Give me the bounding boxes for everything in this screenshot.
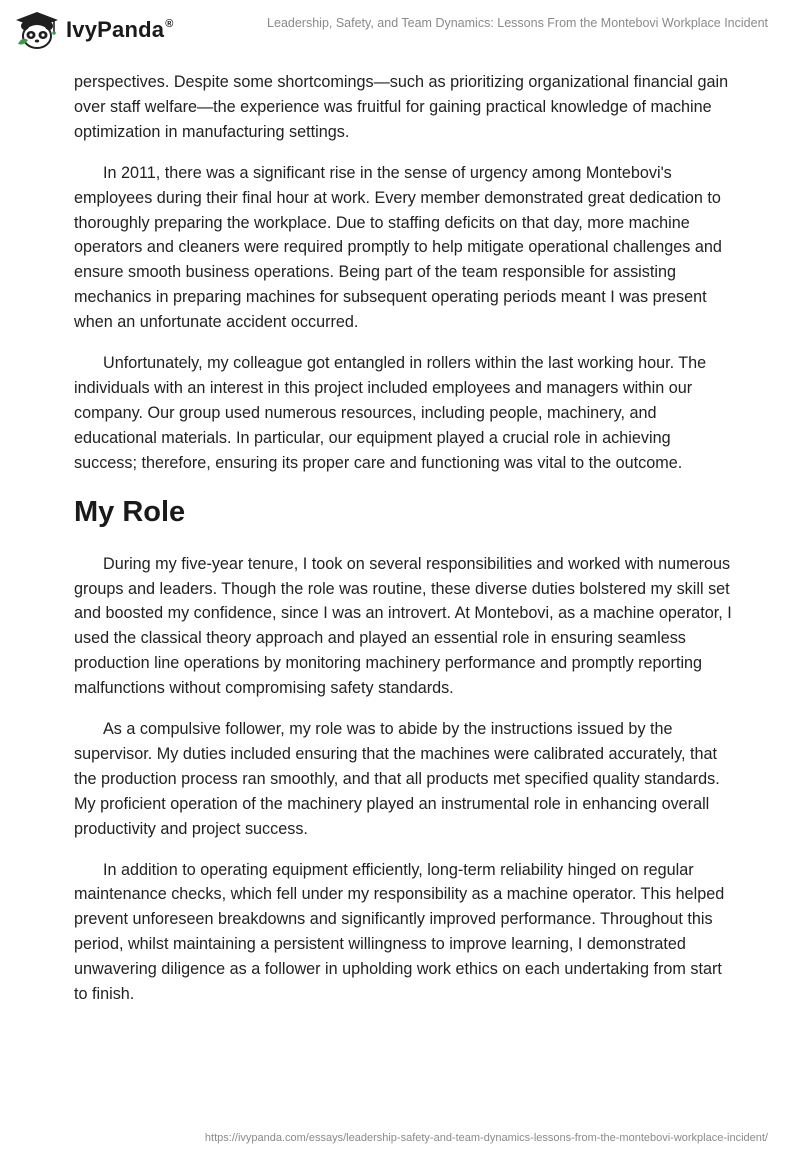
- paragraph-tenure: During my five-year tenure, I took on several responsibilities and worked with numerous groups and leaders. Though the role was routine, these diverse duties bolstered my skill set and boosted my confidence, since I was an introvert. At Montebovi, as a machine operator, I used the classical theory approach and played an essential role in ensuring seamless production line operations by monitoring machinery performance and promptly reporting malfunctions without compromising safety standards.: [74, 554, 732, 698]
- paragraph-accident: Unfortunately, my colleague got entangled in rollers within the last working hour. The individuals with an interest in this project included employees and managers within our company. Our group used numerous resources, including people, machinery, and educational materials. In particular, our equipment played a crucial role in achieving success; therefore, ensuring its proper care and functioning was vital to the outcome.: [74, 354, 707, 472]
- paragraph-follower: As a compulsive follower, my role was to abide by the instructions issued by the supervisor. My duties included ensuring that the machines were calibrated accurately, that the production process ran smoothly, and that all products met specified quality standards. My proficient operation of the machinery played an instrumental role in enhancing overall productivity and project success.: [74, 720, 720, 838]
- paragraph-maintenance: In addition to operating equipment efficiently, long-term reliability hinged on regular maintenance checks, which fell under my responsibility as a machine operator. This helped prevent unforeseen breakdowns and significantly improved performance. Throughout this period, whilst maintaining a persistent willingness to improve learning, I demonstrated unwavering diligence as a follower in upholding work ethics on each undertaking from start to finish.: [74, 860, 725, 1004]
- page-header: [0, 0, 800, 60]
- document-title: Leadership, Safety, and Team Dynamics: Lessons From the Montebovi Workplace Incident: [267, 16, 768, 30]
- paragraph-continued: perspectives. Despite some shortcomings—such as prioritizing organizational financial gain over staff welfare—the experience was fruitful for gaining practical knowledge of machine optimization in manufacturing settings.: [74, 73, 729, 141]
- brand-name: IvyPanda®: [66, 17, 174, 42]
- source-url[interactable]: https://ivypanda.com/essays/leadership-safety-and-team-dynamics-lessons-from-the-montebovi-workplace-incident/: [204, 1132, 768, 1144]
- panda-graduate-icon: [14, 10, 60, 50]
- essay-body: [74, 70, 734, 1023]
- section-heading-my-role: My Role: [74, 495, 186, 528]
- paragraph-urgency: In 2011, there was a significant rise in the sense of urgency among Montebovi's employees during their final hour at work. Every member demonstrated great dedication to thoroughly preparing the workplace. Due to staffing deficits on that day, more machine operators and cleaners were required promptly to help mitigate operational challenges and ensure smooth business operations. Being part of the team responsible for assisting mechanics in preparing machines for subsequent operating periods meant I was present when an unfortunate accident occurred.: [74, 163, 722, 332]
- registered-mark: ®: [165, 18, 174, 30]
- brand-logo[interactable]: [14, 8, 174, 52]
